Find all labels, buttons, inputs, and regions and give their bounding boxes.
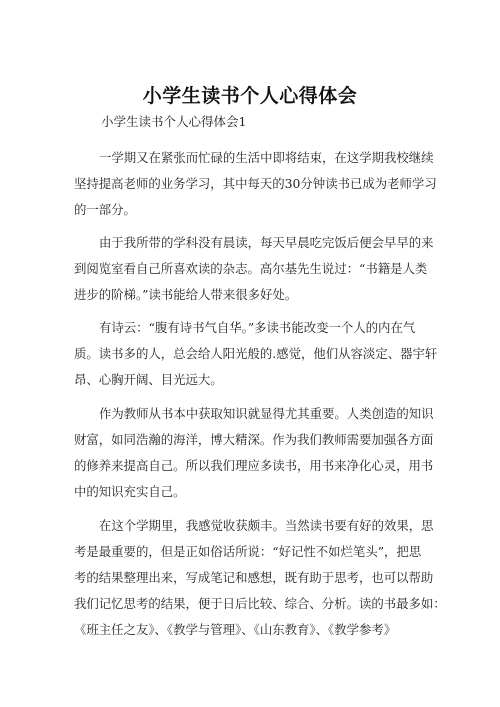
paragraph-line: 进步的阶梯。”读书能给人带来很多好处。 [74,287,298,302]
paragraph-line: 昂、心胸开阔、目光远大。 [74,372,223,387]
paragraph-line: 的修养来提高自己。所以我们理应多读书，用书来净化心灵，用书 [74,458,434,473]
paragraph-line: 的一部分。 [74,202,136,217]
paragraph-2 [74,230,434,308]
paragraph-line: 坚持提高老师的业务学习，其中每天的30分钟读书已成为老师学习 [74,176,437,191]
paragraph-line: 《班主任之友》、《教学与管理》、《山东教育》、《教学参考》 [74,622,397,637]
paragraph-line: 由于我所带的学科没有晨读，每天早晨吃完饭后便会早早的来 [99,235,434,250]
paragraph-line: 作为教师从书本中获取知识就显得尤其重要。人类创造的知识 [99,406,434,421]
section-heading: 小学生读书个人心得体会1 [101,114,247,129]
paragraph-5 [74,513,446,643]
paragraph-line: 中的知识充实自己。 [74,484,186,499]
paragraph-3 [74,315,438,393]
paragraph-line: 在这个学期里，我感觉收获颇丰。当然读书要有好的效果，思 [99,518,434,533]
paragraph-4 [74,401,434,505]
paragraph-line: 考是最重要的，但是正如俗话所说：“好记性不如烂笔头”，把思 [74,544,422,559]
paragraph-line: 我们记忆思考的结果，便于日后比较、综合、分析。读的书最多如： [74,596,446,611]
paragraph-1 [74,145,437,223]
paragraph-line: 一学期又在紧张而忙碌的生活中即将结束，在这学期我校继续 [99,150,434,165]
paragraph-line: 有诗云：“腹有诗书气自华。”多读书能改变一个人的内在气 [99,320,416,335]
paragraph-line: 到阅览室看自己所喜欢读的杂志。高尔基先生说过：“书籍是人类 [74,261,428,276]
paragraph-line: 财富，如同浩瀚的海洋，博大精深。作为我们教师需要加强各方面 [74,432,434,447]
page-title: 小学生读书个人心得体会 [142,85,358,107]
paragraph-line: 考的结果整理出来，写成笔记和感想，既有助于思考，也可以帮助 [74,570,434,585]
paragraph-line: 质。读书多的人，总会给人阳光般的.感觉，他们从容淡定、器宇轩 [74,346,438,361]
